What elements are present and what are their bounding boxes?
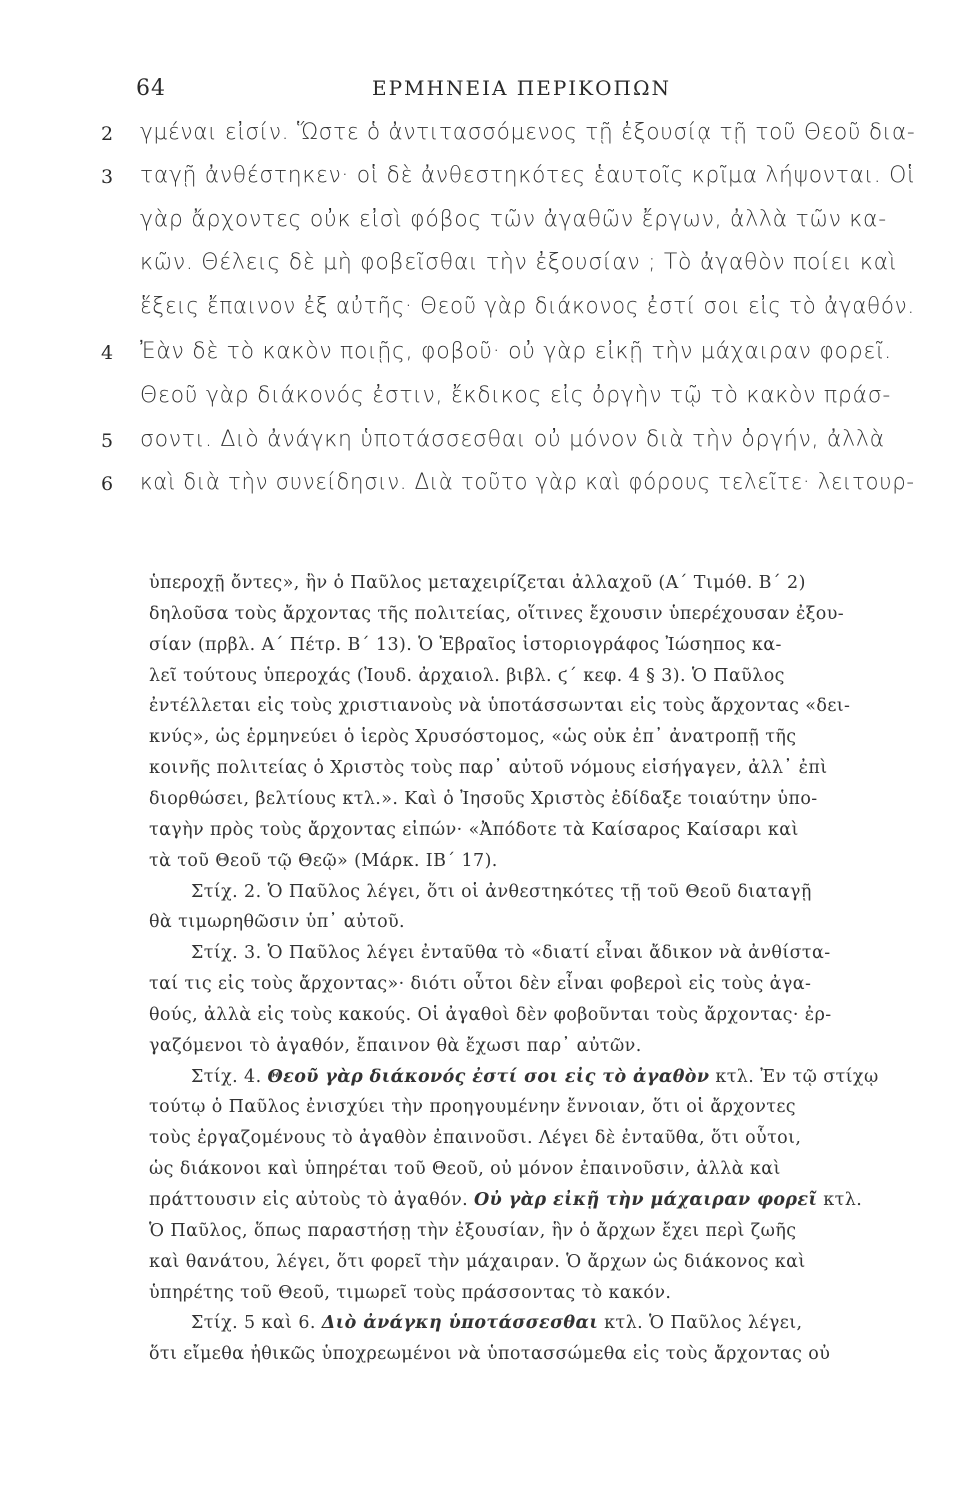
commentary-line [149, 974, 811, 994]
commentary-text-run: κοινῆς πολιτείας ὁ Χριστὸς τοὺς παρ᾽ αὐτοῦ νόμους εἰσήγαγεν, ἀλλ᾽ ἐπὶ [149, 758, 828, 778]
commentary-text-run: τούτῳ ὁ Παῦλος ἐνισχύει τὴν προηγουμένην ἔννοιαν, ὅτι οἱ ἄρχοντες [149, 1097, 797, 1117]
commentary-text-run: ταγὴν πρὸς τοὺς ἄρχοντας εἰπών· «Ἀπόδοτε τὰ Καίσαρος Καίσαρι καὶ [149, 820, 799, 840]
commentary-text-run: πράττουσιν εἰς αὐτοὺς τὸ ἀγαθόν. [149, 1190, 475, 1210]
commentary-line [149, 1005, 832, 1025]
commentary-text-run: Στίχ. 2. Ὁ Παῦλος λέγει, ὅτι οἱ ἀνθεστηκότες τῇ τοῦ Θεοῦ διαταγῇ [191, 882, 812, 902]
commentary-text-run: ὑπεροχῇ ὄντες», ἣν ὁ Παῦλος μεταχειρίζεται ἀλλαχοῦ (Α΄ Τιμόθ. Β΄ 2) [149, 573, 806, 593]
commentary-line [149, 666, 785, 686]
commentary-line [191, 943, 831, 963]
commentary-text-run: ὡς διάκονοι καὶ ὑπηρέται τοῦ Θεοῦ, οὐ μόνον ἐπαινοῦσιν, ἀλλὰ καὶ [149, 1159, 781, 1179]
commentary-line [149, 1190, 862, 1210]
running-title: ΕΡΜΗΝΕΙΑ ΠΕΡΙΚΟΠΩΝ [372, 76, 672, 100]
commentary-line [191, 882, 812, 902]
commentary-text-run: θὰ τιμωρηθῶσιν ὑπ᾽ αὐτοῦ. [149, 912, 406, 932]
text-line: κῶν. Θέλεις δὲ μὴ φοβεῖσθαι τὴν ἐξουσίαν ; Τὸ ἀγαθὸν ποίει καὶ [140, 250, 897, 275]
commentary-line [149, 1097, 796, 1117]
verse-number: 3 [101, 166, 114, 188]
commentary-line [149, 727, 796, 747]
text-line: καὶ διὰ τὴν συνείδησιν. Διὰ τοῦτο γὰρ καὶ φόρους τελεῖτε· λειτουρ- [140, 470, 915, 495]
commentary-text-run: τοὺς ἐργαζομένους τὸ ἀγαθὸν ἐπαινοῦσι. Λέγει δὲ ἐνταῦθα, ὅτι οὗτοι, [149, 1128, 802, 1148]
commentary-text-run: κτλ. [817, 1190, 863, 1210]
commentary-text-run: γαζόμενοι τὸ ἀγαθόν, ἔπαινον θὰ ἔχωσι παρ᾽ αὐτῶν. [149, 1036, 642, 1056]
commentary-text-run: ὑπηρέτης τοῦ Θεοῦ, τιμωρεῖ τοὺς πράσσοντας τὸ κακόν. [149, 1283, 672, 1303]
text-line: Θεοῦ γὰρ διάκονός ἐστιν, ἔκδικος εἰς ὀργὴν τῷ τὸ κακὸν πράσ- [140, 383, 891, 408]
commentary-text-run: τὰ τοῦ Θεοῦ τῷ Θεῷ» (Μάρκ. ΙΒ΄ 17). [149, 851, 498, 871]
page-number: 64 [136, 76, 166, 101]
commentary-line [149, 1344, 830, 1364]
text-line: ταγῇ ἀνθέστηκεν· οἱ δὲ ἀνθεστηκότες ἑαυτοῖς κρῖμα λήψονται. Οἱ [140, 163, 916, 188]
commentary-line [149, 1128, 801, 1148]
commentary-text-run: Στίχ. 3. Ὁ Παῦλος λέγει ἐνταῦθα τὸ «διατί εἶναι ἄδικον νὰ ἀνθίστα- [191, 943, 831, 963]
text-line: ἕξεις ἔπαινον ἐξ αὐτῆς· Θεοῦ γὰρ διάκονος ἐστί σοι εἰς τὸ ἀγαθόν. [140, 294, 915, 319]
commentary-line [149, 851, 498, 871]
commentary-line [149, 1283, 671, 1303]
commentary-line [149, 912, 405, 932]
quoted-verse: Θεοῦ γὰρ διάκονός ἐστί σοι εἰς τὸ ἀγαθὸν [267, 1067, 710, 1087]
commentary-line [149, 604, 844, 624]
commentary-text-run: ταί τις εἰς τοὺς ἄρχοντας»· διότι οὗτοι δὲν εἶναι φοβεροὶ εἰς τοὺς ἀγα- [149, 974, 812, 994]
commentary-text-run: κτλ. Ἐν τῷ στίχῳ [709, 1067, 879, 1087]
commentary-text-run: Ὁ Παῦλος, ὅπως παραστήσῃ τὴν ἐξουσίαν, ἣν ὁ ἄρχων ἔχει περὶ ζωῆς [149, 1221, 797, 1241]
commentary-text-run: Στίχ. 5 καὶ 6. [191, 1313, 322, 1333]
commentary-text-run: θούς, ἀλλὰ εἰς τοὺς κακούς. Οἱ ἀγαθοὶ δὲν φοβοῦνται τοὺς ἄρχοντας· ἐρ- [149, 1005, 832, 1025]
commentary-line [149, 573, 806, 593]
commentary-line [149, 789, 818, 809]
commentary-text-run: κτλ. Ὁ Παῦλος λέγει, [598, 1313, 803, 1333]
commentary-line [149, 635, 782, 655]
commentary-text-run: ἐντέλλεται εἰς τοὺς χριστιανοὺς νὰ ὑποτάσσωνται εἰς τοὺς ἄρχοντας «δει- [149, 696, 851, 716]
commentary-line [149, 696, 850, 716]
commentary-line [149, 820, 799, 840]
commentary-line [149, 1221, 796, 1241]
commentary-text-run: κνύς», ὡς ἑρμηνεύει ὁ ἱερὸς Χρυσόστομος, «ὡς οὐκ ἐπ᾽ ἀνατροπῇ τῆς [149, 727, 797, 747]
text-line: γὰρ ἄρχοντες οὐκ εἰσὶ φόβος τῶν ἀγαθῶν ἔργων, ἀλλὰ τῶν κα- [140, 207, 887, 232]
quoted-verse: Διὸ ἀνάγκη ὑποτάσσεσθαι [321, 1313, 599, 1333]
quoted-verse: Οὐ γὰρ εἰκῇ τὴν μάχαιραν φορεῖ [474, 1190, 818, 1210]
verse-number: 4 [101, 342, 114, 364]
commentary-line [149, 1159, 781, 1179]
commentary-line [191, 1067, 879, 1087]
text-line: Ἐὰν δὲ τὸ κακὸν ποιῇς, φοβοῦ· οὐ γὰρ εἰκῇ τὴν μάχαιραν φορεῖ. [140, 339, 892, 364]
commentary-line [149, 1252, 806, 1272]
commentary-text-run: διορθώσει, βελτίους κτλ.». Καὶ ὁ Ἰησοῦς Χριστὸς ἐδίδαξε τοιαύτην ὑπο- [149, 789, 818, 809]
commentary-text-run: σίαν (πρβλ. Α΄ Πέτρ. Β΄ 13). Ὁ Ἑβραῖος ἱστοριογράφος Ἰώσηπος κα- [149, 635, 782, 655]
verse-number: 6 [101, 473, 114, 495]
text-line: γμέναι εἰσίν. Ὥστε ὁ ἀντιτασσόμενος τῇ ἐξουσίᾳ τῇ τοῦ Θεοῦ δια- [140, 120, 916, 145]
verse-number: 5 [101, 430, 114, 452]
commentary-line [149, 758, 828, 778]
commentary-text-run: Στίχ. 4. [191, 1067, 268, 1087]
commentary-line [149, 1036, 642, 1056]
verse-number: 2 [101, 123, 114, 145]
commentary-text-run: λεῖ τούτους ὑπεροχάς (Ἰουδ. ἀρχαιολ. βιβλ. ϛ΄ κεφ. 4 § 3). Ὁ Παῦλος [149, 666, 785, 686]
commentary-text-run: δηλοῦσα τοὺς ἄρχοντας τῆς πολιτείας, οἵτινες ἔχουσιν ὑπερέχουσαν ἐξου- [149, 604, 845, 624]
commentary-text-run: καὶ θανάτου, λέγει, ὅτι φορεῖ τὴν μάχαιραν. Ὁ ἄρχων ὡς διάκονος καὶ [149, 1252, 806, 1272]
text-line: σοντι. Διὸ ἀνάγκη ὑποτάσσεσθαι οὐ μόνον διὰ τὴν ὀργήν, ἀλλὰ [140, 427, 885, 452]
commentary-line [191, 1313, 802, 1333]
commentary-text-run: ὅτι εἴμεθα ἠθικῶς ὑποχρεωμένοι νὰ ὑποτασσώμεθα εἰς τοὺς ἄρχοντας οὐ [149, 1344, 831, 1364]
